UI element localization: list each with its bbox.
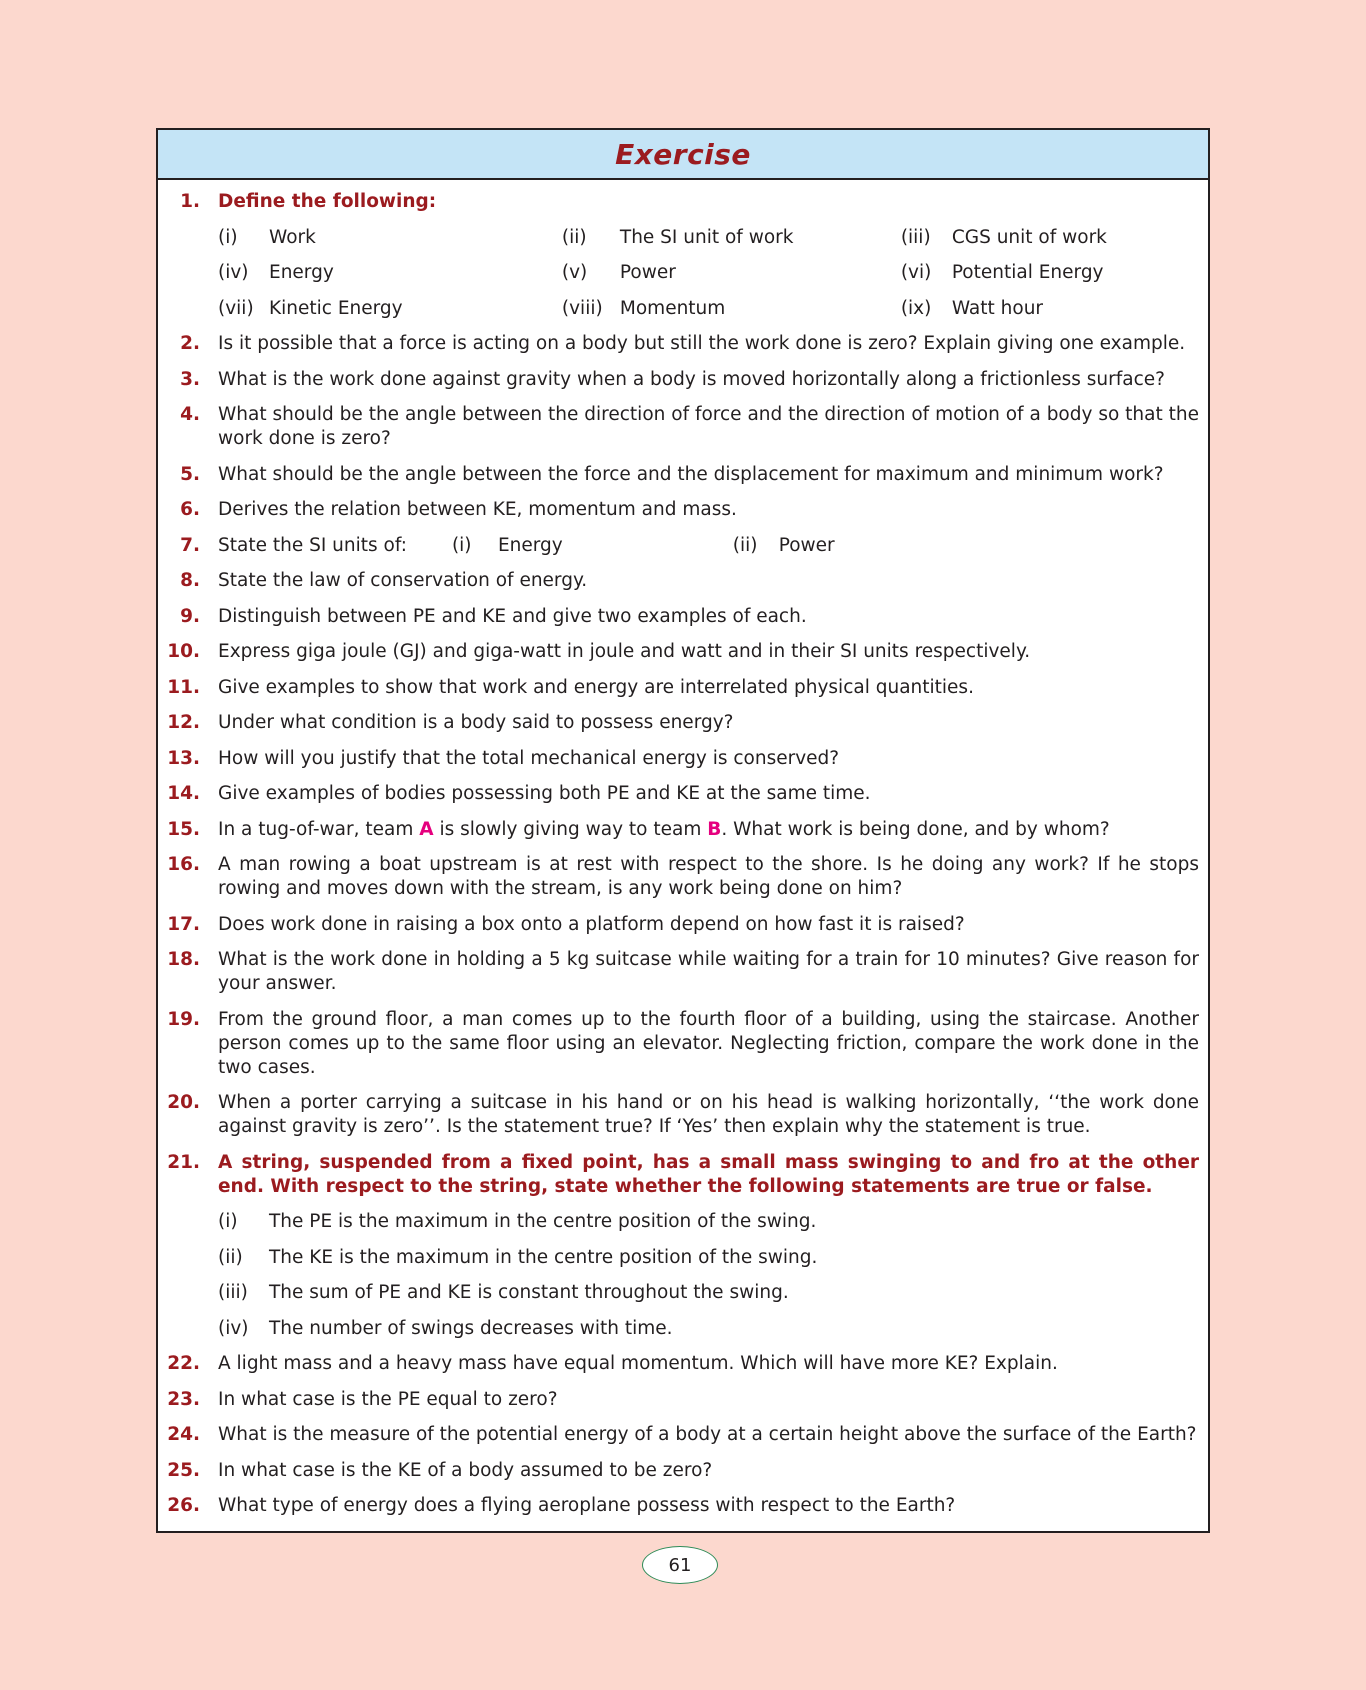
question-4: [158, 403, 1199, 451]
question-8: [158, 569, 1199, 593]
team-a-label: A: [419, 818, 434, 840]
question-2: [158, 332, 1199, 356]
question-number: 2.: [180, 333, 200, 354]
question-text: Define the following:: [218, 191, 437, 212]
definition-item: [901, 297, 1199, 321]
question-text: Under what condition is a body said to possess energy?: [218, 712, 734, 733]
exercise-box: [156, 128, 1210, 1533]
exercise-title: Exercise: [615, 137, 751, 171]
definition-item: [901, 226, 1199, 250]
question-number: 25.: [167, 1459, 200, 1481]
item-roman: (ix): [900, 297, 932, 319]
question-text: A light mass and a heavy mass have equal momentum. Which will have more KE? Explain.: [218, 1353, 1058, 1374]
definition-row-3: [158, 297, 1199, 321]
question-6: [158, 498, 1199, 522]
question-text: A string, suspended from a fixed point, has a small mass swinging to and fro at the other end. With respect to the string, state whether the following statements are true or false.: [218, 1151, 1199, 1197]
item-roman: (viii): [561, 297, 603, 319]
question-number: 9.: [180, 605, 200, 627]
item-text: Momentum: [619, 297, 726, 319]
item-roman: (ii): [218, 1246, 243, 1268]
sub-statement: [158, 1317, 1199, 1341]
text-part: . What work is being done, and by whom?: [721, 818, 1110, 840]
question-number: 6.: [180, 499, 200, 520]
item-text: Potential Energy: [951, 262, 1104, 283]
item-text: Power: [778, 534, 835, 556]
question-3: [158, 368, 1199, 392]
item-text: The SI unit of work: [619, 226, 794, 248]
item-roman: (v): [561, 262, 588, 283]
question-text: From the ground floor, a man comes up to the fourth floor of a building, using the staircase. Another person comes up to the same floor using an elevator. Neglecting friction, compare the work done in the two cases.: [218, 1008, 1199, 1078]
question-stem: State the SI units of:: [218, 534, 407, 556]
question-text: [218, 534, 1199, 558]
definition-item: [218, 261, 562, 285]
question-number: 18.: [167, 949, 200, 970]
question-text: What is the work done in holding a 5 kg suitcase while waiting for a train for 10 minutes? Give reason for your answer.: [218, 949, 1199, 994]
item-text: The number of swings decreases with time.: [269, 1317, 673, 1339]
question-number: 7.: [180, 534, 200, 556]
question-number: 22.: [167, 1353, 200, 1374]
question-text: When a porter carrying a suitcase in his hand or on his head is walking horizontally, ‘‘the work done against gravity is zero’’. Is the statement true? If ‘Yes’ then explain why the statement is true.: [218, 1092, 1199, 1137]
question-text: Express giga joule (GJ) and giga-watt in joule and watt and in their SI units respectively.: [218, 641, 1031, 662]
question-text: What should be the angle between the force and the displacement for maximum and minimum work?: [218, 463, 1164, 485]
definition-item: [901, 261, 1199, 285]
item-text: Energy: [269, 262, 334, 283]
item-text: Work: [269, 226, 316, 248]
definition-item: [562, 226, 901, 250]
question-20: [158, 1091, 1199, 1139]
question-number: 26.: [167, 1495, 200, 1516]
question-number: 24.: [167, 1424, 200, 1445]
question-number: 5.: [180, 463, 200, 485]
question-text: Is it possible that a force is acting on a body but still the work done is zero? Explain giving one example.: [218, 333, 1186, 354]
page-number-text: 61: [668, 1554, 692, 1576]
item-text: The sum of PE and KE is constant throughout the swing.: [269, 1282, 789, 1303]
item-roman: (i): [218, 226, 238, 248]
question-text: What is the work done against gravity when a body is moved horizontally along a frictionless surface?: [218, 368, 1165, 390]
definition-item: [562, 261, 901, 285]
question-24: [158, 1423, 1199, 1447]
exercise-header: [158, 130, 1208, 180]
text-part: In a tug-of-war, team: [218, 818, 420, 840]
page-number: [642, 1546, 718, 1584]
question-5: [158, 463, 1199, 487]
question-17: [158, 913, 1199, 937]
item-roman: (iv): [218, 1317, 249, 1339]
question-10: [158, 640, 1199, 664]
question-16: [158, 853, 1199, 901]
question-text: Give examples of bodies possessing both PE and KE at the same time.: [218, 783, 871, 804]
question-13: [158, 747, 1199, 771]
item-roman: (iii): [218, 1282, 248, 1303]
question-text: In what case is the KE of a body assumed to be zero?: [218, 1459, 713, 1481]
question-number: 13.: [167, 747, 200, 769]
question-number: 11.: [167, 676, 200, 698]
item-text: Kinetic Energy: [269, 297, 403, 319]
sub-statement: [158, 1246, 1199, 1270]
item-roman: (iv): [218, 262, 249, 283]
question-text: State the law of conservation of energy.: [218, 570, 588, 591]
question-number: 15.: [167, 818, 200, 840]
item-roman: (ii): [561, 226, 587, 248]
question-25: [158, 1459, 1199, 1483]
team-b-label: B: [707, 818, 722, 840]
sub-statement: [158, 1210, 1199, 1234]
item-roman: (i): [218, 1211, 238, 1232]
item-text: CGS unit of work: [951, 226, 1107, 248]
question-9: [158, 605, 1199, 629]
item-roman: (vii): [218, 297, 254, 319]
question-number: 19.: [167, 1008, 200, 1030]
question-text: A man rowing a boat upstream is at rest with respect to the shore. Is he doing any work? If he stops rowing and moves down with the stream, is any work being done on him?: [218, 854, 1199, 899]
definition-item: [218, 297, 562, 321]
question-number: 16.: [167, 854, 200, 875]
item-text: The KE is the maximum in the centre position of the swing.: [269, 1246, 818, 1268]
question-number: 8.: [180, 570, 200, 591]
question-15: [158, 818, 1199, 842]
sub-statement: [158, 1281, 1199, 1305]
question-number: 3.: [180, 368, 200, 390]
item-text: Power: [619, 262, 676, 283]
question-text: Derives the relation between KE, momentum and mass.: [218, 499, 737, 520]
definition-item: [562, 297, 901, 321]
question-text: What should be the angle between the direction of force and the direction of motion of a body so that the work done is zero?: [218, 404, 1199, 449]
item-roman: (ii): [732, 534, 758, 556]
question-21: [158, 1151, 1199, 1199]
definition-row-2: [158, 261, 1199, 285]
question-text: Give examples to show that work and energy are interrelated physical quantities.: [218, 676, 974, 698]
question-text: [218, 818, 1199, 842]
item-text: Watt hour: [951, 297, 1044, 319]
item-roman: (vi): [900, 262, 932, 283]
question-23: [158, 1388, 1199, 1412]
question-number: 1.: [180, 191, 200, 212]
question-19: [158, 1008, 1199, 1080]
question-1: [158, 190, 1199, 214]
question-text: Does work done in raising a box onto a platform depend on how fast it is raised?: [218, 913, 965, 935]
definition-row-1: [158, 226, 1199, 250]
question-text: How will you justify that the total mechanical energy is conserved?: [218, 747, 840, 769]
question-number: 4.: [180, 404, 200, 425]
question-number: 14.: [167, 783, 200, 804]
question-number: 17.: [167, 913, 200, 935]
question-text: Distinguish between PE and KE and give two examples of each.: [218, 605, 807, 627]
question-number: 23.: [167, 1388, 200, 1410]
question-list: [158, 180, 1208, 1518]
question-18: [158, 948, 1199, 996]
question-7: [158, 534, 1199, 558]
question-number: 12.: [167, 712, 200, 733]
item-text: Energy: [497, 534, 563, 556]
item-text: The PE is the maximum in the centre position of the swing.: [269, 1211, 817, 1232]
question-number: 10.: [167, 641, 200, 662]
question-text: In what case is the PE equal to zero?: [218, 1388, 558, 1410]
question-number: 21.: [167, 1151, 200, 1173]
question-12: [158, 711, 1199, 735]
item-roman: (i): [451, 534, 472, 556]
question-11: [158, 676, 1199, 700]
question-text: What type of energy does a flying aeroplane possess with respect to the Earth?: [218, 1495, 956, 1516]
question-22: [158, 1352, 1199, 1376]
text-part: is slowly giving way to team: [433, 818, 708, 840]
question-14: [158, 782, 1199, 806]
definition-item: [218, 226, 562, 250]
question-number: 20.: [167, 1092, 200, 1113]
question-text: What is the measure of the potential energy of a body at a certain height above the surface of the Earth?: [218, 1424, 1197, 1445]
question-26: [158, 1494, 1199, 1518]
item-roman: (iii): [900, 226, 931, 248]
